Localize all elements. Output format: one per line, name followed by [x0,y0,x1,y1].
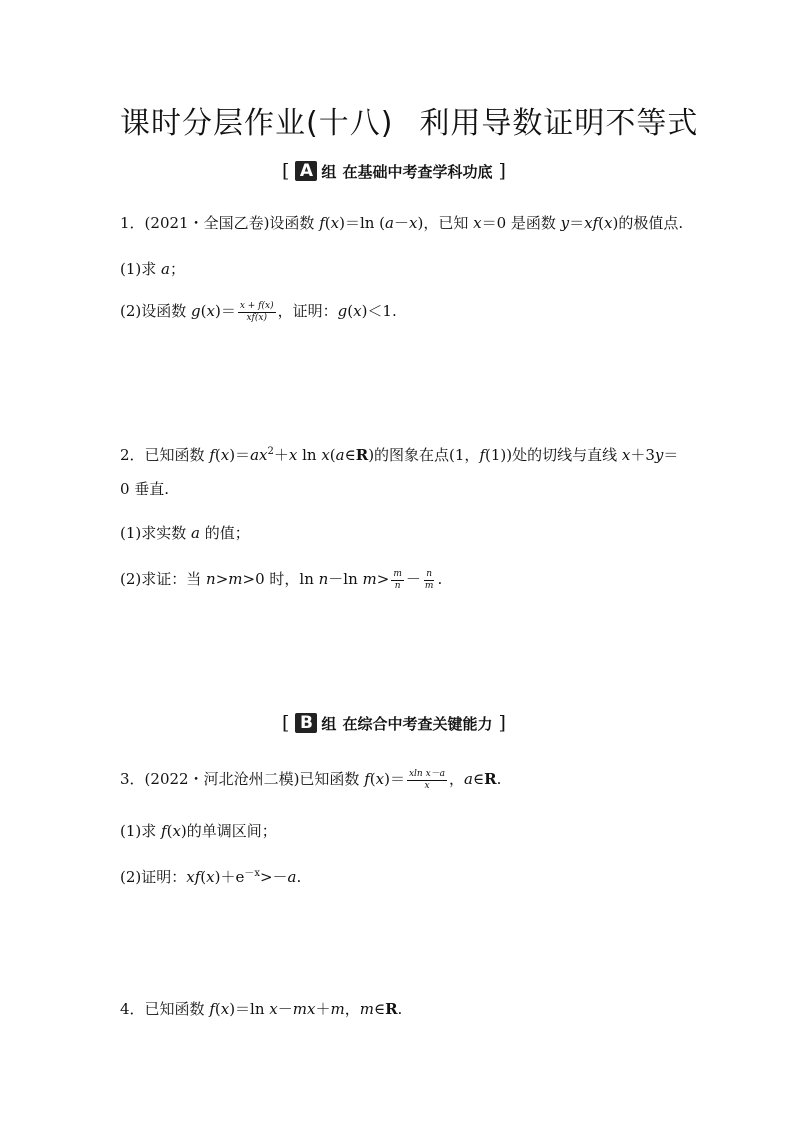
group-a-char: 组 [321,162,337,181]
q2-p2-text: －ln [328,570,363,588]
q2-text: 2．已知函数 [120,446,210,464]
q4-text: ， [344,1000,360,1018]
q4-text: . [397,1000,403,1018]
q3-var: a [464,770,473,788]
q3-p1-text: ( [166,822,173,840]
group-a-header [282,160,506,182]
q2-part2 [120,568,442,592]
q1-var: y [560,214,570,232]
q1-part1 [120,258,185,279]
q3-text: )＝ [384,770,405,788]
q1-text: )的极值点. [612,214,684,232]
q3-p2-var: xf [186,868,201,886]
q2-var: a [335,446,345,464]
q4-var: m [330,1000,345,1018]
q2-var: x [321,446,330,464]
q4-text: ∈ [373,1000,386,1018]
q2-p2-fraction-2 [423,569,436,592]
q3-var: f [364,770,370,788]
q2-p1-text: (1)求实数 [120,524,192,542]
q4-text: ＋ [315,1000,331,1018]
q3-part1 [120,820,277,841]
q1-text: )＝ln ( [339,214,386,232]
q1-stem [120,212,683,233]
q3-p2-sup: －x [244,868,260,879]
group-b-char: 组 [321,714,337,733]
q2-text: ＋3 [630,446,655,464]
q2-var: f [479,446,485,464]
q1-p2-fraction [238,301,276,324]
q3-var: x [375,770,385,788]
q4-var: f [209,1000,215,1018]
q3-p2-text: ( [200,868,207,886]
q3-text: 3．(2022・河北沧州二模)已知函数 [120,770,365,788]
q3-text: ∈ [472,770,485,788]
group-a-text: 在基础中考查学科功底 [342,162,493,181]
q2-p2-text: > [215,570,229,588]
q1-text: ( [324,214,331,232]
q2-text: )的图象在点(1， [368,446,480,464]
q1-part2 [120,300,397,324]
q3-set-R: R [484,770,497,788]
fraction-numerator: xln x－a [408,768,446,779]
q4-var: x [269,1000,278,1018]
bracket-left: [ [282,160,290,182]
fraction-numerator: x + f(x) [239,300,274,311]
q2-p2-var: m [228,570,243,588]
q2-text: ln [297,446,322,464]
q2-p2-text: > [376,570,390,588]
q2-text: ＝ [663,446,679,464]
fraction-numerator: n [426,568,433,579]
bracket-right: ] [498,160,506,182]
q1-var: xf [584,214,599,232]
group-b-header [282,712,506,734]
q3-p1-var: f [161,822,167,840]
q1-p2-var: g [337,302,348,320]
q1-p2-text: ，证明： [277,302,338,320]
q3-p2-text: (2)证明： [120,868,187,886]
q1-p2-text: (2)设函数 [120,302,192,320]
q2-text: ( [214,446,221,464]
q2-part1 [120,522,250,543]
q4-text: － [277,1000,293,1018]
q3-text: ( [369,770,376,788]
q4-var: mx [292,1000,316,1018]
q2-sup: 2 [267,446,274,457]
q1-p2-var: g [191,302,201,320]
q1-p2-text: ( [347,302,354,320]
q2-var: ax [250,446,268,464]
bracket-left: [ [282,712,290,734]
fraction-denominator: xf(x) [246,312,267,323]
q2-stem-line2: 0 垂直. [120,480,170,498]
q2-text: )＝ [229,446,251,464]
q2-var: x [288,446,298,464]
q1-text: ( [598,214,605,232]
group-b-text: 在综合中考查关键能力 [342,714,493,733]
q2-var: y [654,446,664,464]
q3-p1-text: )的单调区间； [180,822,277,840]
q3-stem [120,768,501,792]
q3-p1-var: x [172,822,181,840]
q1-p2-var: x [353,302,362,320]
q2-p2-fraction-1 [391,569,404,592]
fraction-denominator: n [394,580,401,591]
fraction-numerator: m [393,568,402,579]
q1-var: x [409,214,418,232]
q2-var: x [220,446,230,464]
q3-fraction [407,769,447,792]
q3-text: ， [449,770,465,788]
q3-p1-text: (1)求 [120,822,162,840]
q2-set-R: R [355,446,369,464]
q1-var: x [473,214,482,232]
q1-text: － [393,214,409,232]
fraction-denominator: m [424,580,434,591]
q2-p2-text: >0 时，ln [242,570,319,588]
q1-var: a [385,214,394,232]
q3-p2-var: x [206,868,215,886]
q2-p2-var: m [362,570,377,588]
q4-var: x [220,1000,230,1018]
q2-stem-line1 [120,444,678,465]
q1-text: )，已知 [417,214,474,232]
q1-text: 1．(2021・全国乙卷)设函数 [120,214,320,232]
fraction-denominator: x [424,780,430,791]
q2-p2-var: n [318,570,329,588]
q2-p2-var: n [206,570,216,588]
q4-stem [120,998,402,1019]
q2-p2-text: . [437,570,443,588]
q1-p1-var: a [161,260,170,278]
q1-p2-var: x [206,302,215,320]
q2-p1-var: a [191,524,200,542]
q1-var: x [604,214,613,232]
q2-var: f [209,446,215,464]
q3-part2 [120,864,301,887]
q2-p1-text: 的值； [199,524,250,542]
title-main: 课时分层作业(十八) [120,106,394,141]
q2-p2-text: (2)求证：当 [120,570,207,588]
q2-text: ∈ [344,446,356,464]
q2-p2-text: － [405,570,421,588]
q4-set-R: R [385,1000,398,1018]
q3-text: . [496,770,502,788]
title-sub: 利用导数证明不等式 [419,106,699,141]
bracket-right: ] [498,712,506,734]
group-b-letter: B [295,713,317,733]
q2-text: ＋ [273,446,289,464]
q3-p2-text: . [296,868,302,886]
q4-var: m [359,1000,374,1018]
q1-p1-text: (1)求 [120,260,162,278]
q1-var: f [319,214,325,232]
q1-p2-text: ( [200,302,207,320]
page-title [120,98,698,142]
q1-p1-text: ； [169,260,185,278]
group-a-letter: A [295,161,317,181]
q3-p2-text: )＋e [214,868,245,886]
q1-text: ＝0 是函数 [481,214,561,232]
q3-p2-text: >－ [259,868,288,886]
q1-p2-text: )＝ [214,302,236,320]
q2-var: x [621,446,631,464]
q1-text: ＝ [569,214,585,232]
q2-text: (1))处的切线与直线 [485,446,622,464]
q4-text: 4．已知函数 [120,1000,210,1018]
q4-text: ( [214,1000,221,1018]
q3-p2-var: a [287,868,297,886]
q4-text: )＝ln [229,1000,270,1018]
q2-text: ( [329,446,336,464]
q1-p2-text: )＜1. [361,302,397,320]
q1-var: x [330,214,340,232]
